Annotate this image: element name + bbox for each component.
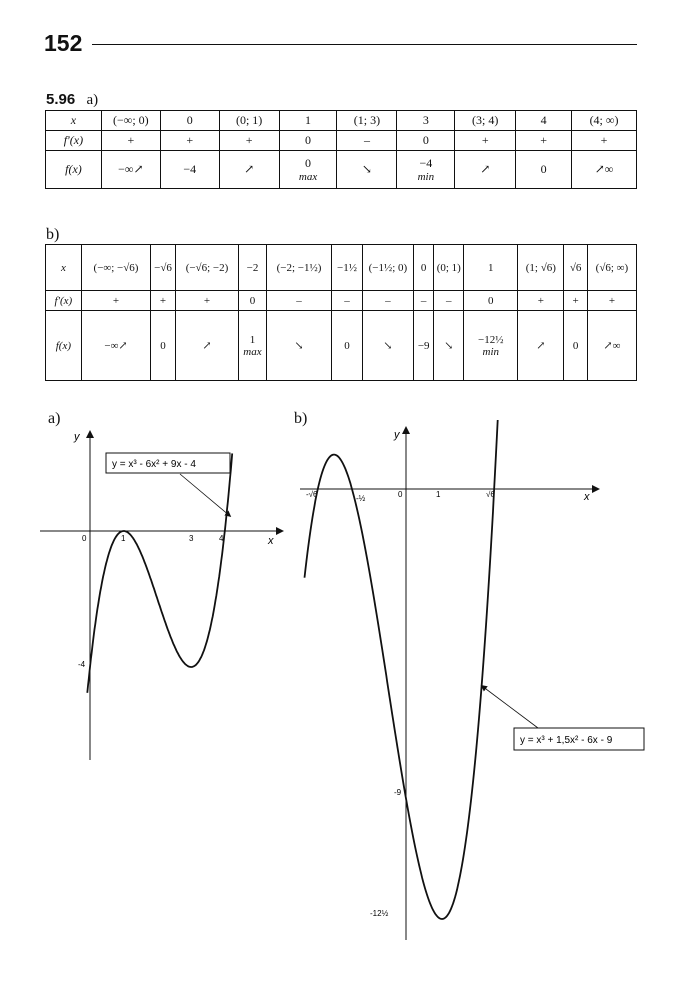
cell-value: 0 <box>540 162 547 176</box>
table-cell <box>587 311 636 381</box>
table-cell <box>337 131 397 151</box>
cell-value: (1; √6) <box>525 261 556 274</box>
table-cell <box>434 291 464 311</box>
tick-0: 0 <box>82 534 87 543</box>
cell-value: −2 <box>246 261 259 274</box>
graph-b <box>290 420 680 950</box>
cell-value: (−∞; 0) <box>113 113 149 127</box>
cell-value: 0 <box>160 339 166 352</box>
cell-value: −∞↗ <box>118 162 144 176</box>
table-cell <box>175 291 238 311</box>
table-cell <box>362 245 413 291</box>
table-cell <box>332 291 363 311</box>
tick-minus-4: -4 <box>78 660 86 669</box>
cell-value: 0 <box>186 113 193 127</box>
part-a-label: a) <box>86 92 99 108</box>
table-cell <box>362 291 413 311</box>
cell-value: (−∞; −√6) <box>93 261 139 274</box>
table-cell <box>464 291 518 311</box>
table-row <box>46 311 637 381</box>
cell-value: ↗ <box>480 162 491 176</box>
tick-neg-half: -½ <box>356 494 366 503</box>
row-label: f(x) <box>46 311 82 381</box>
table-cell <box>101 111 160 131</box>
tick-1: 1 <box>436 490 441 499</box>
cell-value: ↘ <box>444 340 454 352</box>
tick-4: 4 <box>219 534 224 543</box>
table-row <box>46 151 637 189</box>
table-cell <box>160 151 219 189</box>
cell-value: 0 <box>344 339 350 352</box>
cell-value: 0 <box>305 156 312 170</box>
table-cell <box>518 245 564 291</box>
formula-b: y = x³ + 1,5x² - 6x - 9 <box>520 735 613 746</box>
table-cell <box>516 151 572 189</box>
table-cell <box>175 311 238 381</box>
variation-table-a <box>45 110 637 189</box>
table-cell <box>518 291 564 311</box>
tick-0: 0 <box>398 490 403 499</box>
problem-number: 5.96 <box>46 91 76 108</box>
variation-table-b <box>45 244 637 381</box>
table-cell <box>175 245 238 291</box>
graph-b-label: b) <box>294 410 308 427</box>
cell-value: (3; 4) <box>472 113 499 127</box>
tick-sqrt6: √6 <box>486 490 495 499</box>
cell-value: – <box>296 294 302 307</box>
tick-3: 3 <box>189 534 194 543</box>
cell-value: – <box>363 133 370 147</box>
cell-value: ↗∞ <box>594 162 614 176</box>
cell-value: 4 <box>540 113 547 127</box>
table-cell <box>397 111 455 131</box>
table-cell <box>564 245 588 291</box>
graph-a <box>30 420 290 780</box>
graph-a-label: a) <box>48 410 61 427</box>
cell-value: ↗ <box>244 162 255 176</box>
table-cell <box>362 311 413 381</box>
cell-value: ↘ <box>383 340 393 352</box>
cell-value: – <box>446 294 452 307</box>
cell-value: (√6; ∞) <box>595 261 629 274</box>
cell-value: (−√6; −2) <box>185 261 229 274</box>
table-cell <box>101 131 160 151</box>
table-cell <box>397 131 455 151</box>
table-cell <box>81 311 151 381</box>
table-cell <box>413 311 433 381</box>
cell-value: 0 <box>249 294 256 307</box>
row-label: f(x) <box>46 151 102 189</box>
table-cell <box>266 311 331 381</box>
table-cell <box>101 151 160 189</box>
table-cell <box>219 151 279 189</box>
cell-value: ↗ <box>536 340 546 352</box>
cell-value: + <box>186 133 194 147</box>
table-cell <box>332 311 363 381</box>
cell-value: √6 <box>569 261 582 274</box>
cubic-curve-b <box>305 420 504 919</box>
cell-value: 0 <box>420 261 427 274</box>
cell-value: 0 <box>488 294 494 307</box>
table-cell <box>219 111 279 131</box>
table-cell <box>518 311 564 381</box>
max-note: max <box>298 171 318 183</box>
table-cell <box>587 245 636 291</box>
row-label: x <box>46 111 102 131</box>
cell-value: 0 <box>305 133 312 147</box>
table-cell <box>572 151 637 189</box>
formula-a: y = x³ - 6x² + 9x - 4 <box>112 459 196 470</box>
table-cell <box>239 245 267 291</box>
tick-1: 1 <box>121 534 126 543</box>
table-cell <box>564 311 588 381</box>
table-row <box>46 291 637 311</box>
table-cell <box>160 111 219 131</box>
cell-value: + <box>608 294 616 307</box>
axis-y-label: y <box>74 431 80 443</box>
table-cell <box>455 131 516 151</box>
cell-value: −4 <box>183 162 197 176</box>
cell-value: −9 <box>417 339 430 352</box>
part-b-label: b) <box>46 226 60 243</box>
table-cell <box>239 311 267 381</box>
row-label: f′(x) <box>46 131 102 151</box>
axis-y-label: y <box>394 429 400 441</box>
cell-value: 0 <box>422 133 429 147</box>
table-cell <box>516 131 572 151</box>
table-cell <box>266 245 331 291</box>
cell-value: 1 <box>488 261 494 274</box>
axis-x-label: x <box>268 535 274 547</box>
cell-value: −12½ <box>478 333 504 346</box>
table-cell <box>239 291 267 311</box>
table-cell <box>455 111 516 131</box>
cell-value: + <box>127 133 135 147</box>
cell-value: −√6 <box>154 261 172 274</box>
cell-value: ↗∞ <box>603 340 621 352</box>
table-row <box>46 245 637 291</box>
tick-minus-9: -9 <box>394 788 402 797</box>
axis-x-label: x <box>584 491 590 503</box>
cell-value: ↘ <box>294 340 304 352</box>
table-cell <box>434 245 464 291</box>
table-cell <box>160 131 219 151</box>
table-cell <box>572 111 637 131</box>
cubic-curve-a <box>87 453 232 692</box>
problem-label <box>46 91 98 109</box>
cell-value: 1 <box>305 113 312 127</box>
cell-value: ↘ <box>361 162 372 176</box>
table-cell <box>434 311 464 381</box>
table-cell <box>464 311 518 381</box>
header-rule <box>92 44 637 45</box>
table-cell <box>332 245 363 291</box>
tick-neg-sqrt6: -√6 <box>306 490 318 499</box>
cell-value: + <box>203 294 211 307</box>
table-cell <box>151 245 176 291</box>
cell-value: (4; ∞) <box>589 113 619 127</box>
table-cell <box>219 131 279 151</box>
cell-value: (−1½; 0) <box>368 261 408 274</box>
table-cell <box>266 291 331 311</box>
table-cell <box>572 131 637 151</box>
table-row <box>46 111 637 131</box>
table-cell <box>337 151 397 189</box>
max-note: max <box>243 345 262 358</box>
cell-value: 0 <box>572 339 579 352</box>
table-cell <box>151 311 176 381</box>
table-cell <box>397 151 455 189</box>
cell-value: – <box>420 294 427 307</box>
tick-minus-12-half: -12½ <box>370 909 389 918</box>
table-cell <box>279 131 337 151</box>
cell-value: – <box>385 294 391 307</box>
min-note: min <box>417 171 435 183</box>
table-cell <box>279 151 337 189</box>
cell-value: (0; 1) <box>235 113 263 127</box>
table-cell <box>587 291 636 311</box>
table-cell <box>81 291 151 311</box>
cell-value: (1; 3) <box>353 113 381 127</box>
row-label: x <box>46 245 82 291</box>
table-cell <box>279 111 337 131</box>
cell-value: 1 <box>249 333 256 346</box>
table-cell <box>516 111 572 131</box>
cell-value: + <box>112 294 120 307</box>
cell-value: ↗ <box>202 340 212 352</box>
cell-value: −1½ <box>337 261 357 274</box>
cell-value: + <box>481 133 489 147</box>
cell-value: + <box>572 294 579 307</box>
cell-value: −4 <box>419 156 433 170</box>
table-cell <box>81 245 151 291</box>
cell-value: (−2; −1½) <box>276 261 322 274</box>
table-cell <box>413 291 433 311</box>
page-number: 152 <box>44 30 83 56</box>
table-cell <box>151 291 176 311</box>
cell-value: (0; 1) <box>436 261 461 274</box>
table-cell <box>455 151 516 189</box>
cell-value: 3 <box>422 113 429 127</box>
cell-value: + <box>159 294 167 307</box>
cell-value: −∞↗ <box>104 340 128 352</box>
table-row <box>46 131 637 151</box>
cell-value: + <box>540 133 547 147</box>
table-cell <box>564 291 588 311</box>
pointer-a <box>180 474 230 516</box>
pointer-b <box>482 686 538 728</box>
min-note: min <box>482 345 499 358</box>
table-cell <box>464 245 518 291</box>
cell-value: + <box>245 133 253 147</box>
cell-value: + <box>600 133 608 147</box>
table-cell <box>413 245 433 291</box>
table-cell <box>337 111 397 131</box>
cell-value: – <box>344 294 350 307</box>
cell-value: + <box>537 294 544 307</box>
row-label: f′(x) <box>46 291 82 311</box>
